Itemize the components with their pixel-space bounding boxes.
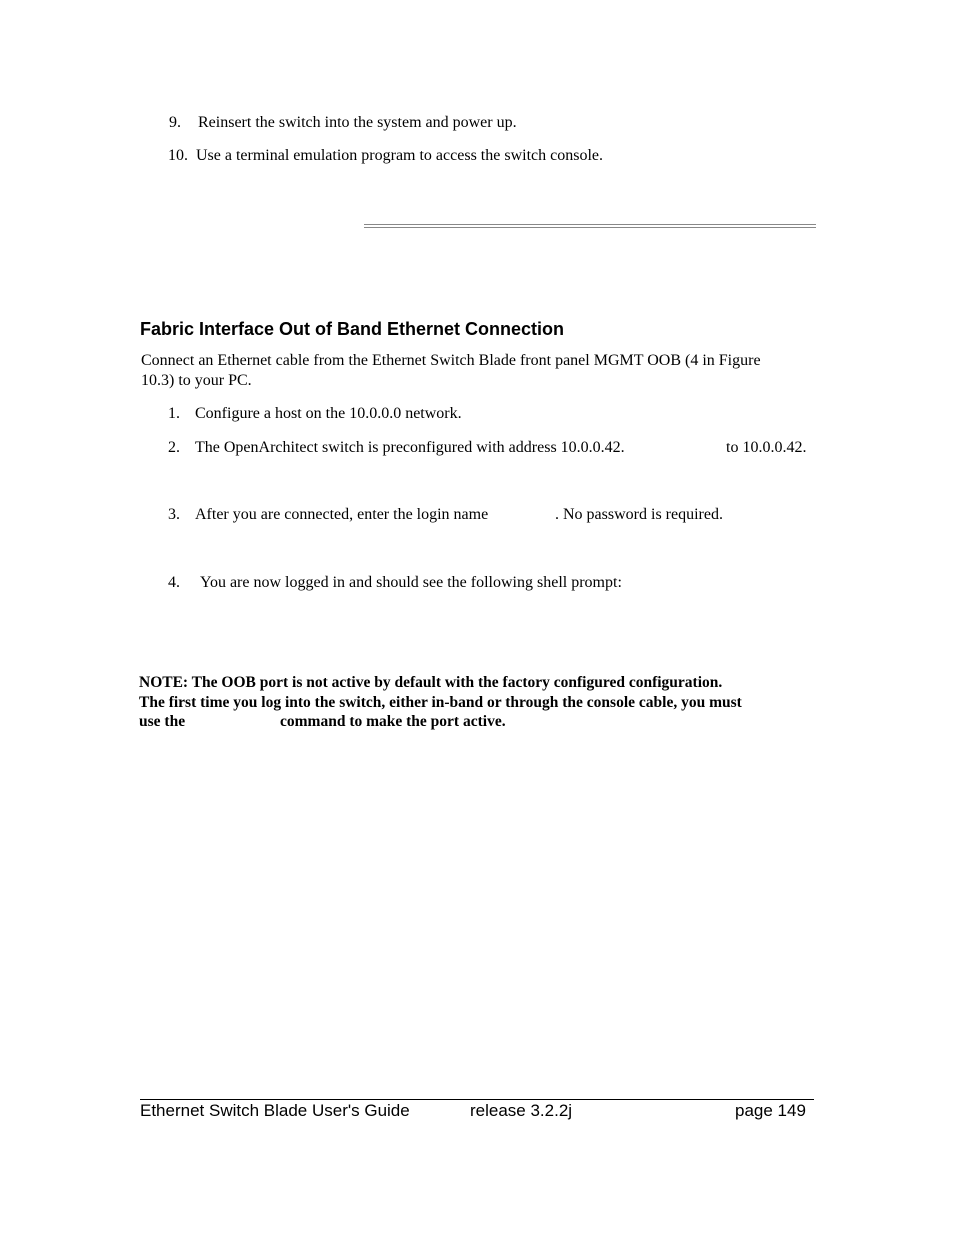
note-line-3a: use the [139, 713, 186, 730]
note-block [139, 673, 829, 732]
note-line-2: The first time you log into the switch, either in-band or through the console cable, you must [139, 693, 742, 711]
footer-page-number: page 149 [735, 1101, 806, 1120]
step-text: The OpenArchitect switch is preconfigured with address 10.0.0.42. [195, 439, 625, 456]
footer-release: release 3.2.2j [470, 1101, 573, 1120]
step-text-tail: . No password is required. [555, 506, 723, 523]
step-number: 2. [168, 439, 180, 456]
intro-line-1: Connect an Ethernet cable from the Ethernet Switch Blade front panel MGMT OOB (4 in Figure [141, 352, 761, 369]
step-text: You are now logged in and should see the following shell prompt: [200, 574, 622, 591]
note-line-1: NOTE: The OOB port is not active by default with the factory configured configuration. [139, 674, 723, 691]
step-number: 9. [169, 114, 181, 131]
section-heading: Fabric Interface Out of Band Ethernet Connection [140, 319, 565, 339]
horizontal-divider [364, 224, 816, 228]
footer-title: Ethernet Switch Blade User's Guide [140, 1101, 410, 1120]
step-number: 1. [168, 405, 180, 422]
step-text-tail: to 10.0.0.42. [726, 439, 807, 456]
step-number: 10. [168, 147, 188, 164]
footer-divider [140, 1099, 814, 1100]
step-number: 3. [168, 506, 180, 523]
step-text: Use a terminal emulation program to access the switch console. [196, 147, 603, 164]
step-number: 4. [168, 574, 180, 591]
intro-line-2: 10.3) to your PC. [141, 372, 252, 389]
step-text: Reinsert the switch into the system and power up. [198, 114, 517, 131]
step-text: After you are connected, enter the login name [195, 506, 489, 523]
intro-paragraph [141, 351, 821, 391]
step-text: Configure a host on the 10.0.0.0 network. [195, 405, 462, 422]
note-line-3b: command to make the port active. [280, 713, 506, 730]
